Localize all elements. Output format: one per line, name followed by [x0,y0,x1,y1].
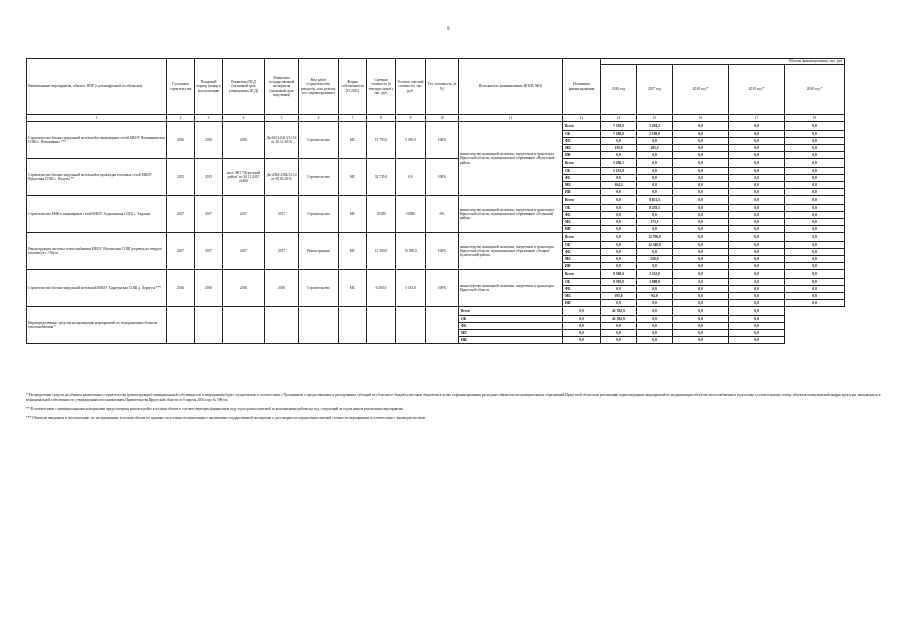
funding-row [27,196,845,205]
readiness [426,307,459,344]
psd-details: 2016 [223,122,265,159]
funding-value: 0,0 [673,263,729,270]
funding-value: 41 392,9 [601,307,637,316]
col-number: 8 [367,115,396,122]
funding-value: 0,0 [563,323,601,330]
col-number: 16 [673,115,729,122]
funding-value: 0,0 [729,212,785,219]
funding-value: 0,0 [785,175,845,182]
funding-source: Всего [563,122,601,131]
header-col6: Вид работ (строительство, реконстр., кап. ремонт, тех. перевооружение) [299,59,339,115]
expertise-details: 2016 [265,270,299,307]
funding-value: 185,5 [637,145,673,152]
col-number: 2 [167,115,195,122]
project-name: Реконструкция системы теплоснабжения МБОУ Обусинская СОШ (перевод на твердое топливо) в с. Обуса [27,233,167,270]
funding-value: 0,0 [785,205,845,212]
funding-value: 0,0 [673,270,729,279]
funding-value: 195,0 [601,293,637,300]
funding-value: 0,0 [729,286,785,293]
funding-value: 7 200,0 [601,131,637,138]
funding-value: 0,0 [673,182,729,189]
funding-value: 0,0 [563,316,601,323]
investment-table [26,58,845,344]
funding-group-header: Объемы финансирования, тыс. руб. [601,59,845,65]
funding-value: 0,0 [637,323,673,330]
funding-value: 0,0 [601,286,637,293]
expertise-details: 2017 [265,233,299,270]
expertise-details: Дк-2384-2384/12.14 от 08.02.2015 [265,159,299,196]
funding-value: 0,0 [637,175,673,182]
funding-value: 3 088,0 [637,279,673,286]
cost-remainder [396,307,426,344]
psd-details: вост. МО "Нукутский район" от 30.11.2015 №406 [223,159,265,196]
funding-value: 0,0 [673,293,729,300]
year-header: 2019 год * [729,65,785,115]
year-header: 2017 год [637,65,673,115]
funding-value: 150,0 [601,145,637,152]
funding-value: 0,0 [601,212,637,219]
funding-value: 0,0 [637,152,673,159]
funding-value: 12 540,0 [637,242,673,249]
funding-value: 0,0 [637,138,673,145]
funding-value: 0,0 [601,152,637,159]
funding-source: МБ [563,256,601,263]
funding-source: ИИ [563,189,601,196]
header-col7: Форма собственности (ГС/МС) [339,59,367,115]
estimated-cost: 6 300,0 [367,270,396,307]
col-number: 4 [223,115,265,122]
funding-row [27,159,845,168]
funding-value: 0,0 [673,330,729,337]
funding-value: 0,0 [673,249,729,256]
funding-value: 0,0 [785,196,845,205]
funding-value: 0,0 [785,189,845,196]
funding-value: 3 352,0 [637,270,673,279]
funding-value: 0,0 [785,122,845,131]
funding-source: Всего [563,270,601,279]
funding-value: 0,0 [785,279,845,286]
funding-value: 6 500,0 [601,270,637,279]
funding-source: Всего [563,196,601,205]
funding-source: ИИ [459,337,563,344]
col-number: 3 [195,115,223,122]
col-number: 14 [601,115,637,122]
funding-value: 0,0 [673,168,729,175]
funding-source: ФБ [563,286,601,293]
funding-value: 0,0 [729,330,785,337]
footnote: *** Объектам введенные в эксплуатацию, но не отраженные в полном объеме по причине отсутствия положительного заключения государственной экспертизы о достоверности определения сметной стоимости мероприятия в соответствии с законодательством [26,416,425,421]
funding-source: ФБ [459,323,563,330]
project-name: Нераспределенные средства на проведение мероприятий по модернизации объектов теплоснабжения * [27,307,167,344]
funding-value: 0,0 [673,286,729,293]
funding-value: 0,0 [729,293,785,300]
commission-year: 2017 [195,233,223,270]
col-number: 18 [785,115,845,122]
funding-source: ФБ [563,212,601,219]
cost-remainder: 10580 [396,196,426,233]
expertise-details: 2017 [265,196,299,233]
funding-source: Всего [563,233,601,242]
ownership-form [339,307,367,344]
funding-source: ИИ [563,300,601,307]
funding-value: 0,0 [785,293,845,300]
year-header: 2016 год [601,65,637,115]
funding-value: 0,0 [637,226,673,233]
year-header: 2020 год * [785,65,845,115]
funding-value: 0,0 [729,122,785,131]
funding-source: ОБ [563,131,601,138]
executor: министерство жилищной политики, энергетики и транспорта Иркутской области, муниципальное образование «Осинский район» [459,196,563,233]
funding-value: 8 478,5 [637,205,673,212]
psd-details: 2017 [223,196,265,233]
funding-value: 0,0 [601,249,637,256]
footnote: ** В соответствии с муниципальными контрактами предусмотрена выплата работ в полном объеме в соответствующем финансовом году и рассрочка платежей за выполненные работы на год, следующий за годом начала реализации мероприятия. [26,407,404,412]
start-year [167,307,195,344]
work-type: Строительство [299,159,339,196]
start-year: 2017 [167,233,195,270]
ownership-form: МС [339,159,367,196]
expertise-details [265,307,299,344]
funding-value: 0,0 [785,226,845,233]
funding-value: 0,0 [785,212,845,219]
commission-year: 2017 [195,196,223,233]
header-col2: Год начала строительства [167,59,195,115]
funding-value: 0,0 [601,189,637,196]
funding-value: 0,0 [601,263,637,270]
funding-value: 0,0 [785,131,845,138]
estimated-cost [367,307,396,344]
readiness: 100% [426,233,459,270]
funding-value: 0,0 [563,330,601,337]
funding-value: 0,0 [601,233,637,242]
col-number: 6 [299,115,339,122]
funding-value: 0,0 [601,256,637,263]
estimated-cost: 13 290,0 [367,233,396,270]
funding-value: 0,0 [637,316,673,323]
funding-value: 0,0 [673,242,729,249]
funding-value: 0,0 [729,196,785,205]
ownership-form: МС [339,122,367,159]
funding-value: 0,0 [729,263,785,270]
footnotes [26,393,886,425]
funding-value: 0,0 [601,175,637,182]
ownership-form: МС [339,270,367,307]
funding-source: ИИ [563,152,601,159]
commission-year: 2015 [195,159,223,196]
funding-value: 0,0 [673,337,729,344]
readiness: 100% [426,122,459,159]
funding-value: 0,0 [601,242,637,249]
funding-value: 0,0 [785,233,845,242]
funding-source: Всего [563,159,601,168]
funding-value: 0,0 [637,307,673,316]
project-name: Строительство блочно-модульной котельной и инженерных сетей МБОУ Новоникинская СОШ с. Новоникино *** [27,122,167,159]
funding-source: МБ [563,219,601,226]
col-number: 7 [339,115,367,122]
funding-value: 0,0 [673,300,729,307]
funding-value: 0,0 [673,145,729,152]
funding-value: 0,0 [637,189,673,196]
funding-row [27,270,845,279]
funding-value: 0,0 [729,249,785,256]
readiness: 100% [426,159,459,196]
funding-value: 104,2 [601,182,637,189]
funding-value: 5 296,1 [601,159,637,168]
funding-source: МБ [563,182,601,189]
ownership-form: МС [339,196,367,233]
funding-source: ОБ [459,316,563,323]
funding-value: 5 109,0 [637,131,673,138]
funding-value: 256,0 [637,256,673,263]
funding-value: 0,0 [673,256,729,263]
funding-value: 0,0 [729,205,785,212]
funding-value: 0,0 [785,249,845,256]
estimated-cost: 13 793,0 [367,122,396,159]
funding-value: 0,0 [673,175,729,182]
funding-value: 0,0 [729,189,785,196]
funding-value: 0,0 [637,168,673,175]
funding-value: 0,0 [729,270,785,279]
funding-value: 0,0 [729,182,785,189]
executor: министерство жилищной политики, энергетики и транспорта Иркутской области, муниципальное образование «Нукутский район» [459,122,563,196]
funding-value: 0,0 [637,212,673,219]
funding-value: 0,0 [785,263,845,270]
funding-value: 0,0 [729,219,785,226]
funding-value: 0,0 [601,196,637,205]
cost-remainder: 13 290,0 [396,233,426,270]
funding-value: 94,0 [637,293,673,300]
funding-value: 0,0 [601,219,637,226]
funding-value: 0,0 [785,219,845,226]
funding-value: 0,0 [729,242,785,249]
funding-source: ФБ [563,138,601,145]
funding-value: 0,0 [785,145,845,152]
header-col3: Плановый период (конца в эксплуатацию [195,59,223,115]
col-number: 10 [426,115,459,122]
funding-value: 0,0 [785,286,845,293]
funding-value: 0,0 [785,300,845,307]
funding-value: 0,0 [729,316,785,323]
funding-value: 0,0 [563,307,601,316]
header-col9: Остаток сметной стоимости, тыс. руб. [396,59,426,115]
funding-value: 0,0 [637,337,673,344]
psd-details: 2017 [223,233,265,270]
funding-value: 5 191,9 [601,168,637,175]
funding-value: 0,0 [673,205,729,212]
funding-value: 0,0 [601,226,637,233]
estimated-cost: 32 735,0 [367,159,396,196]
funding-value: 0,0 [673,212,729,219]
funding-value: 0,0 [785,242,845,249]
funding-value: 0,0 [673,219,729,226]
funding-source: ИИ [563,226,601,233]
start-year: 2016 [167,122,195,159]
funding-value: 0,0 [785,159,845,168]
executor: министерство жилищной политики, энергетики и транспорта Иркутской области, муниципальное образование «Эхирит-Булагатский район» [459,233,563,270]
funding-value: 0,0 [601,300,637,307]
funding-source: ИИ [563,263,601,270]
funding-value: 0,0 [637,330,673,337]
funding-value: 0,0 [637,263,673,270]
funding-source: ФБ [563,249,601,256]
funding-source: ОБ [563,168,601,175]
header-col12: Источники финансирования [563,59,601,115]
funding-value: 0,0 [673,131,729,138]
funding-value: 12 796,0 [637,233,673,242]
funding-value: 0,0 [637,300,673,307]
cost-remainder: 5 395,0 [396,122,426,159]
funding-value: 0,0 [729,337,785,344]
funding-value: 0,0 [785,152,845,159]
funding-value: 0,0 [729,233,785,242]
funding-source: Всего [459,307,563,316]
work-type: Строительство [299,122,339,159]
funding-value: 0,0 [637,182,673,189]
work-type [299,307,339,344]
header-col1: Наименование мероприятия, объекта, ПИР (с расшифровкой по объектам) [27,59,167,115]
year-header: 2018 год * [673,65,729,115]
funding-value: 0,0 [673,152,729,159]
funding-value: 0,0 [673,138,729,145]
funding-row [27,307,845,316]
funding-value: 0,0 [785,270,845,279]
start-year: 2016 [167,270,195,307]
funding-value: 0,0 [637,286,673,293]
funding-source: ОБ [563,279,601,286]
funding-value: 8 651,5 [637,196,673,205]
psd-details [223,307,265,344]
funding-value: 0,0 [729,279,785,286]
funding-value: 0,0 [673,323,729,330]
funding-source: ФБ [563,175,601,182]
work-type: Строительство [299,270,339,307]
cost-remainder: 3 353,0 [396,270,426,307]
funding-value: 0,0 [729,226,785,233]
funding-value: 0,0 [785,138,845,145]
funding-value: 6 305,0 [601,279,637,286]
col-number: 15 [637,115,673,122]
funding-value: 0,0 [785,168,845,175]
expertise-details: Дк-0413-0413/11.16 от 26.12.2016 [265,122,299,159]
col-number: 12 [563,115,601,122]
commission-year: 2016 [195,122,223,159]
funding-value: 0,0 [673,279,729,286]
funding-value: 0,0 [637,159,673,168]
footnote: * Распределение средств на объекты капитального строительства (реконструкции) муниципальной собственности и мероприятия будет осуществлено в соответствии с Положением о предоставлении и расходовании субсидий из областного бюджета местным бюджетам в целях софинансирования расходных обязательств муниципальных образований Иркутской области на реализацию первоочередных мероприятий по модернизации объектов теплоснабжения и подготовке к отопительному сезону объектов коммунальной инфраструктуры, находящихся в муниципальной собственности, утвержденным постановлением Правительства Иркутской области от 6 апреля 2016 года № 196-пп. [26,393,881,403]
funding-source: МБ [459,330,563,337]
col-number: 11 [459,115,563,122]
funding-value: 0,0 [729,168,785,175]
estimated-cost: 10580 [367,196,396,233]
commission-year: 2016 [195,270,223,307]
funding-source: МБ [563,145,601,152]
col-number: 1 [27,115,167,122]
start-year: 2017 [167,196,195,233]
funding-value: 0,0 [729,300,785,307]
funding-value: 0,0 [785,256,845,263]
funding-value: 0,0 [729,256,785,263]
project-name: Строительство блочно-модульной котельной и прокладка тепловых сетей МБОУ Нукутская СОШ с. Нукуты ** [27,159,167,196]
funding-value: 0,0 [673,196,729,205]
header-col8: Сметная стоимость (в текущих ценах), тыс. руб. [367,59,396,115]
header-col10: Тех. готовность, (в %) [426,59,459,115]
readiness: 100% [426,270,459,307]
col-number: 17 [729,115,785,122]
funding-value: 0,0 [729,131,785,138]
header-col5: Реквизиты государственной экспертизы (плановый срок получения) [265,59,299,115]
col-number: 9 [396,115,426,122]
funding-source: МБ [563,293,601,300]
funding-value: 0,0 [729,159,785,168]
page-number: 9 [447,27,450,32]
funding-value: 5 294,5 [637,122,673,131]
column-number-row [27,115,845,122]
header-col4: Реквизиты ПСД (плановый срок утверждения ПСД) [223,59,265,115]
col-number: 5 [265,115,299,122]
work-type: Реконструкция [299,233,339,270]
funding-value: 0,0 [673,316,729,323]
funding-value: 0,0 [673,226,729,233]
readiness: 0% [426,196,459,233]
funding-value: 0,0 [729,145,785,152]
funding-value: 7 350,0 [601,122,637,131]
funding-value: 41 392,9 [601,316,637,323]
start-year: 2015 [167,159,195,196]
cost-remainder: 0,0 [396,159,426,196]
funding-row [27,122,845,131]
funding-source: ОБ [563,205,601,212]
funding-source: ОБ [563,242,601,249]
ownership-form: МС [339,233,367,270]
funding-value: 173,1 [637,219,673,226]
funding-value: 0,0 [729,323,785,330]
executor: министерство жилищной политики, энергетики и транспорта Иркутской области [459,270,563,307]
header-col11: Исполнитель (наименование ИОГВ, МО) [459,59,563,115]
funding-value: 0,0 [785,182,845,189]
funding-row [27,233,845,242]
psd-details: 2016 [223,270,265,307]
funding-value: 0,0 [673,233,729,242]
funding-value: 0,0 [601,205,637,212]
commission-year [195,307,223,344]
funding-value: 0,0 [673,122,729,131]
funding-value: 0,0 [729,175,785,182]
funding-value: 0,0 [601,330,637,337]
work-type: Строительство [299,196,339,233]
project-name: Строительство блочно-модульной котельной МБОУ Харагунская СОШ д. Харагун *** [27,270,167,307]
funding-value: 0,0 [673,189,729,196]
funding-value: 0,0 [637,249,673,256]
project-name: Строительство БМК и инженерных сетей МБОУ Хадахинская СОШ с. Хадахан [27,196,167,233]
funding-value: 0,0 [729,307,785,316]
funding-value: 0,0 [729,138,785,145]
funding-value: 0,0 [673,159,729,168]
funding-value: 0,0 [601,138,637,145]
funding-value: 0,0 [563,337,601,344]
funding-value: 0,0 [601,337,637,344]
funding-value: 0,0 [601,323,637,330]
funding-value: 0,0 [673,307,729,316]
funding-value: 0,0 [729,152,785,159]
